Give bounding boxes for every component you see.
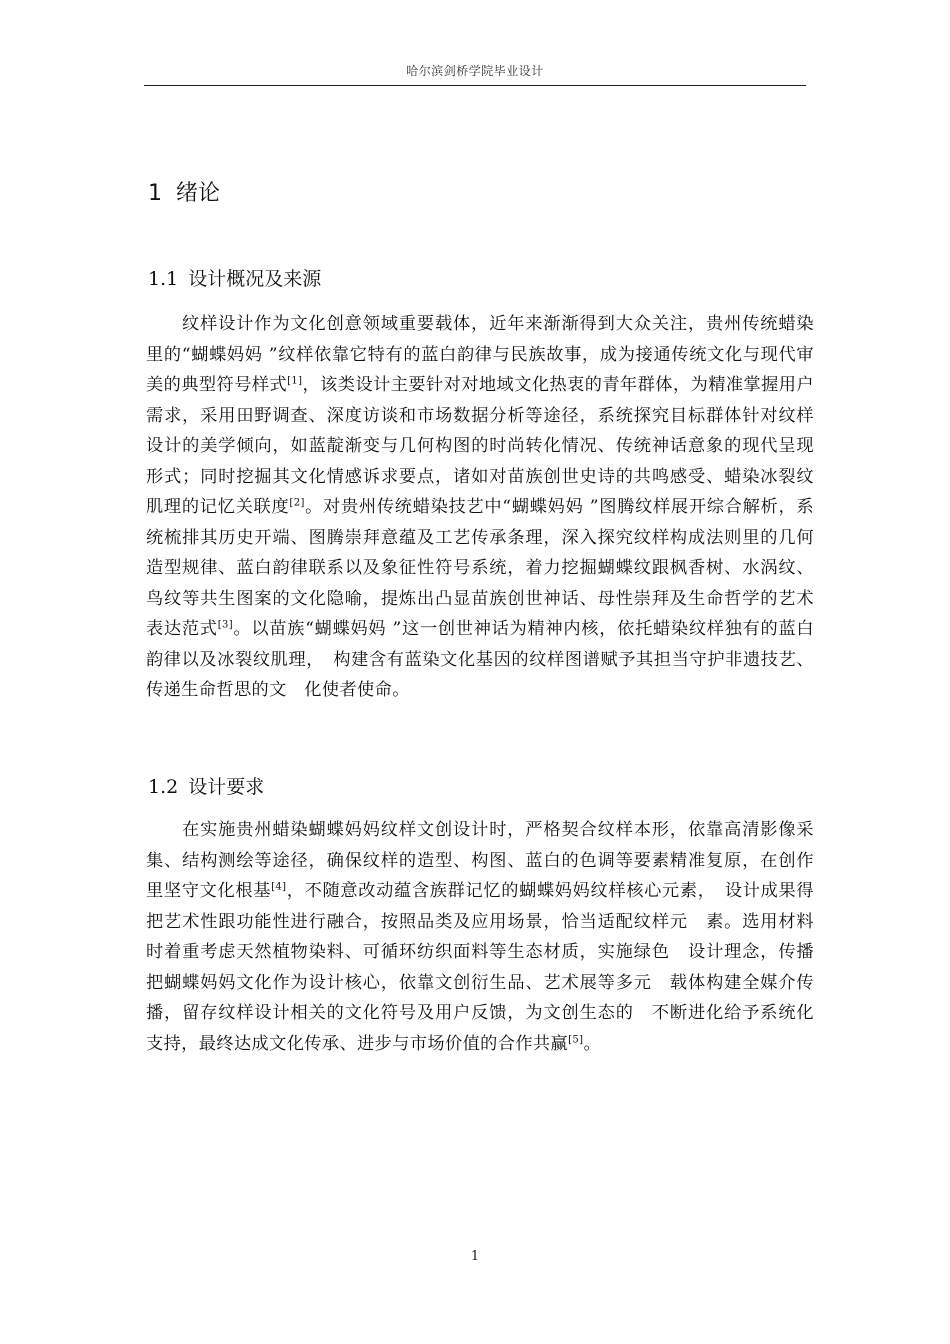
chapter-heading bbox=[148, 178, 220, 210]
section-heading-1-1 bbox=[148, 264, 321, 294]
section-title: 设计要求 bbox=[188, 776, 265, 798]
paragraph-text: 。对贵州传统蜡染技艺中“蝴蝶妈妈 ”图腾纹样展开综合解析，系统梳排其历史开端、图腾崇拜意蕴及工艺传承条理，深入探究纹样构成法则里的几何造型规律、蓝白韵律联系以及象征性符号系统，着力挖掘蝴蝶纹跟枫香树、水涡纹、鸟纹等共生图案的文化隐喻，提炼出凸显苗族创世神话、母性崇拜及生命哲学的艺术表达范式 bbox=[146, 497, 814, 639]
citation-4: [4] bbox=[271, 881, 287, 893]
paragraph-text: ，该类设计主要针对对地域文化热衷的青年群体，为精准掌握用户需求，采用田野调查、深度访谈和市场数据分析等途径，系统探究目标群体针对纹样设计的美学倾向，如蓝靛渐变与几何构图的时尚转化情况、传统神话意象的现代呈现形式；同时挖掘其文化情感诉求要点，诸如对苗族创世史诗的共鸣感受、蜡染冰裂纹肌理的记忆关联度 bbox=[146, 375, 814, 517]
header-divider bbox=[144, 85, 806, 86]
paragraph-text: 。 bbox=[583, 1033, 602, 1054]
section-heading-1-2 bbox=[148, 772, 264, 802]
paragraph-text: 纹样设计作为文化创意领域重要载体，近年来渐渐得到大众关注，贵州传统蜡染里的“蝴蝶妈妈 ”纹样依靠它特有的蓝白韵律与民族故事，成为接通传统文化与现代审美的典型符号样式 bbox=[146, 314, 814, 395]
paragraph-text: ，不随意改动蕴含族群记忆的蝴蝶妈妈纹样核心元素， 设计成果得把艺术性跟功能性进行融合，按照品类及应用场景，恰当适配纹样元 素。选用材料时着重考虑天然植物染料、可循环纺织面料等生态材质，实施绿色 设计理念，传播把蝴蝶妈妈文化作为设计核心，依靠文创衍生品、艺术展等多元 载体构建全媒介传播，留存纹样设计相关的文化符号及用户反馈，为文创生态的 不断进化给予系统化支持，最终达成文化传承、进步与市场价值的合作共赢 bbox=[146, 881, 814, 1054]
page-number: 1 bbox=[470, 1249, 480, 1264]
section-title: 设计概况及来源 bbox=[188, 268, 322, 290]
citation-5: [5] bbox=[568, 1033, 584, 1045]
chapter-number: 1 bbox=[148, 181, 162, 206]
body-paragraph-1-2 bbox=[146, 815, 814, 1059]
chapter-title: 绪论 bbox=[176, 181, 221, 206]
body-paragraph-1-1 bbox=[146, 309, 814, 706]
running-header: 哈尔滨剑桥学院毕业设计 bbox=[406, 64, 544, 78]
section-number: 1.2 bbox=[148, 776, 179, 798]
citation-1: [1] bbox=[287, 375, 303, 387]
paragraph-text: 在实施贵州蜡染蝴蝶妈妈纹样文创设计时，严格契合纹样本形，依靠高清影像采集、结构测绘等途径，确保纹样的造型、构图、蓝白的色调等要素精准复原，在创作里坚守文化根基 bbox=[146, 820, 814, 901]
paragraph-text: 。以苗族“蝴蝶妈妈 ”这一创世神话为精神内核，依托蜡染纹样独有的蓝白韵律以及冰裂纹肌理， 构建含有蓝染文化基因的纹样图谱赋予其担当守护非遗技艺、传递生命哲思的文 化使者使命。 bbox=[146, 619, 814, 700]
citation-2: [2] bbox=[289, 497, 305, 509]
section-number: 1.1 bbox=[148, 268, 179, 290]
citation-3: [3] bbox=[217, 619, 234, 631]
